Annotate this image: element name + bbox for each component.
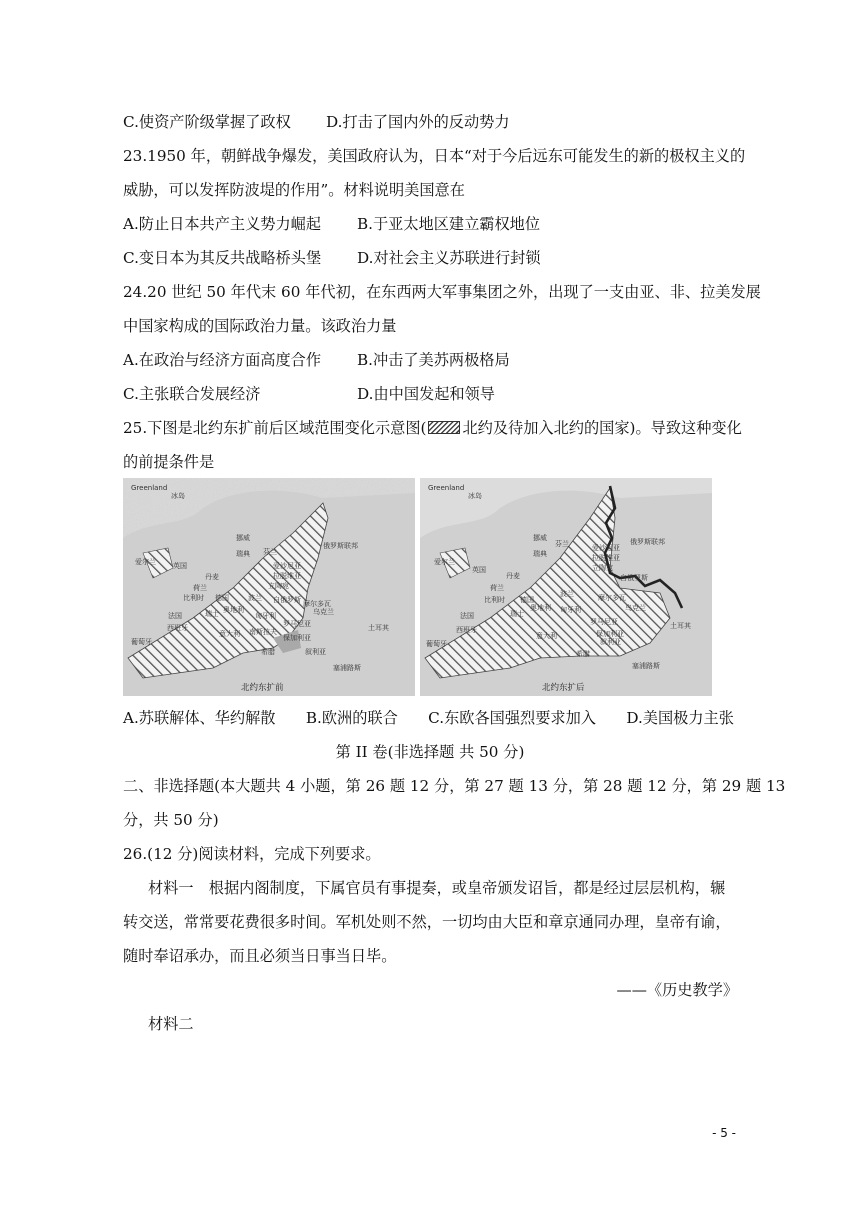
material1-line1: 材料一 根据内阁制度，下属官员有事提奏，或皇帝颁发诏旨，都是经过层层机构，辗 — [148, 879, 726, 897]
map-label-bulgaria: 保加利亚 — [596, 630, 624, 638]
map-label-germany: 德国 — [215, 594, 229, 602]
map-label-spain: 西班牙 — [456, 626, 477, 634]
q25-stem-line1 — [123, 418, 742, 438]
map-label-syria: 叙利亚 — [600, 638, 621, 646]
nato-map-after — [420, 478, 712, 696]
map-label-hungary: 匈牙利 — [560, 606, 581, 614]
map-label-austria: 奥地利 — [530, 604, 551, 612]
map-label-finland: 芬兰 — [555, 540, 569, 548]
map-label-moldova: 摩尔多瓦 — [303, 600, 331, 608]
map-label-russia: 俄罗斯联邦 — [630, 538, 665, 546]
map-label-latvia: 拉脱维亚 — [592, 554, 620, 562]
map-label-russia: 俄罗斯联邦 — [323, 542, 358, 550]
q24-option-d: D.由中国发起和领导 — [357, 385, 495, 403]
q22-option-c: C.使资产阶级掌握了政权 — [123, 113, 291, 131]
map-label-netherlands: 荷兰 — [193, 584, 207, 592]
q24-stem-line1: 24.20 世纪 50 年代末 60 年代初，在东西两大军事集团之外，出现了一支由亚、非、拉美发展 — [123, 283, 761, 301]
map-label-syria: 叙利亚 — [305, 648, 326, 656]
map-label-spain: 西班牙 — [167, 624, 188, 632]
map-label-turkey: 土耳其 — [368, 624, 389, 632]
map-label-sweden: 瑞典 — [236, 550, 250, 558]
q23-option-b: B.于亚太地区建立霸权地位 — [357, 215, 541, 233]
map-label-lithuania: 立陶宛 — [592, 564, 613, 572]
nato-map-before — [123, 478, 415, 696]
q23-stem-line2: 威胁，可以发挥防波堤的作用”。材料说明美国意在 — [123, 181, 465, 199]
q24-option-c: C.主张联合发展经济 — [123, 385, 261, 403]
map-caption-before: 北约东扩前 — [241, 683, 284, 693]
q23-option-a: A.防止日本共产主义势力崛起 — [123, 215, 322, 233]
map-label-greece: 希腊 — [261, 648, 275, 656]
map-label-romania: 罗马尼亚 — [283, 620, 311, 628]
material2-heading: 材料二 — [148, 1015, 194, 1033]
map-label-sweden: 瑞典 — [533, 550, 547, 558]
material1-line2: 转交送，常常要花费很多时间。军机处则不然，一切均由大臣和章京通同办理，皇帝有谕， — [123, 913, 731, 931]
map-label-uk: 英国 — [472, 566, 486, 574]
q24-option-b: B.冲击了美苏两极格局 — [357, 351, 510, 369]
map-label-hungary: 匈牙利 — [255, 612, 276, 620]
map-label-turkey: 土耳其 — [670, 622, 691, 630]
q24-stem-line2: 中国家构成的国际政治力量。该政治力量 — [123, 317, 397, 335]
map-label-poland: 波兰 — [248, 594, 262, 602]
map-label-italy: 意大利 — [219, 630, 240, 638]
map-label-iceland: 冰岛 — [468, 492, 482, 500]
map-label-norway: 挪威 — [533, 534, 547, 542]
map-label-belgium: 比利时 — [484, 596, 505, 604]
map-label-switzerland: 瑞士 — [205, 610, 219, 618]
map-label-uk: 英国 — [173, 562, 187, 570]
q23-option-d: D.对社会主义苏联进行封锁 — [357, 249, 541, 267]
map-label-denmark: 丹麦 — [205, 573, 219, 581]
map-label-ireland: 爱尔兰 — [434, 558, 455, 566]
map-label-yugoslavia: 南斯拉夫 — [249, 628, 277, 636]
map-label-ukraine: 乌克兰 — [625, 604, 646, 612]
hatch-legend-icon — [428, 421, 460, 434]
map-label-belarus: 白俄罗斯 — [273, 596, 301, 604]
map-label-netherlands: 荷兰 — [490, 584, 504, 592]
map-label-latvia: 拉脱维亚 — [273, 572, 301, 580]
map-label-moldova: 摩尔多瓦 — [598, 594, 626, 602]
map-label-romania: 罗马尼亚 — [590, 618, 618, 626]
map-label-belgium: 比利时 — [183, 594, 204, 602]
section2-line2: 分，共 50 分) — [123, 811, 219, 829]
map-label-estonia: 爱沙尼亚 — [273, 562, 301, 570]
section2-line1: 二、非选择题(本大题共 4 小题，第 26 题 12 分，第 27 题 13 分，第 28 题 12 分，第 29 题 13 — [123, 777, 786, 795]
map-label-switzerland: 瑞士 — [510, 610, 524, 618]
part2-heading: 第 II 卷(非选择题 共 50 分) — [335, 743, 525, 761]
map-label-denmark: 丹麦 — [506, 572, 520, 580]
map-label-austria: 奥地利 — [223, 606, 244, 614]
map-label-france: 法国 — [460, 612, 474, 620]
map-label-greece: 希腊 — [576, 650, 590, 658]
q25-stem-line2: 的前提条件是 — [123, 453, 215, 471]
q24-option-a: A.在政治与经济方面高度合作 — [123, 351, 322, 369]
map-label-greenland: Greenland — [428, 484, 465, 492]
map-label-belarus: 白俄罗斯 — [620, 574, 648, 582]
map-label-portugal: 葡萄牙 — [426, 640, 447, 648]
q22-option-d: D.打击了国内外的反动势力 — [326, 113, 510, 131]
map-label-bulgaria: 保加利亚 — [283, 634, 311, 642]
material1-source: ——《历史教学》 — [616, 981, 738, 999]
map-label-iceland: 冰岛 — [171, 492, 185, 500]
material1-line3: 随时奉诏承办，而且必须当日事当日毕。 — [123, 947, 397, 965]
map-label-greenland: Greenland — [131, 484, 168, 492]
page-number: - 5 - — [712, 1126, 736, 1140]
q23-stem-line1: 23.1950 年，朝鲜战争爆发，美国政府认为，日本“对于今后远东可能发生的新的极权主义的 — [123, 147, 746, 165]
q26-heading: 26.(12 分)阅读材料，完成下列要求。 — [123, 845, 381, 863]
map-label-italy: 意大利 — [536, 632, 557, 640]
q25-stem-part1: 25.下图是北约东扩前后区域范围变化示意图( — [123, 419, 427, 437]
map-label-cyprus: 塞浦路斯 — [333, 664, 361, 672]
map-label-lithuania: 立陶宛 — [268, 582, 289, 590]
map-caption-after: 北约东扩后 — [542, 683, 585, 693]
map-label-cyprus: 塞浦路斯 — [632, 662, 660, 670]
map-label-finland: 芬兰 — [263, 548, 277, 556]
q25-options: A.苏联解体、华约解散 B.欧洲的联合 C.东欧各国强烈要求加入 D.美国极力主张 — [123, 709, 734, 727]
map-label-portugal: 葡萄牙 — [131, 638, 152, 646]
q23-option-c: C.变日本为其反共战略桥头堡 — [123, 249, 322, 267]
map-label-ireland: 爱尔兰 — [135, 558, 156, 566]
map-label-ukraine: 乌克兰 — [313, 608, 334, 616]
map-label-poland: 波兰 — [560, 590, 574, 598]
map-label-estonia: 爱沙尼亚 — [592, 544, 620, 552]
q25-stem-part2: 北约及待加入北约的国家)。导致这种变化 — [462, 419, 742, 437]
map-label-germany: 德国 — [520, 596, 534, 604]
map-label-norway: 挪威 — [236, 534, 250, 542]
map-label-france: 法国 — [168, 612, 182, 620]
